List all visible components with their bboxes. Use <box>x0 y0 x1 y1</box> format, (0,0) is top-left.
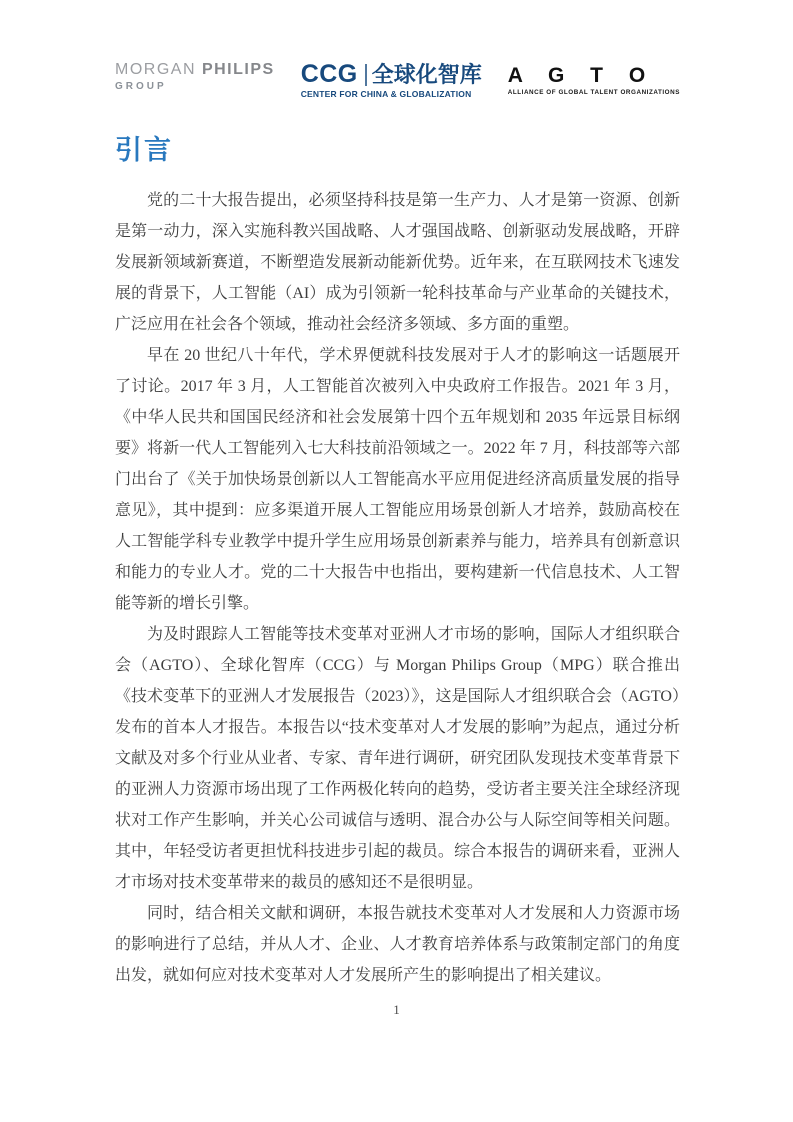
mpg-logo-group-text: GROUP <box>115 81 167 92</box>
section-heading-introduction: 引言 <box>115 135 173 165</box>
morgan-philips-group-logo <box>115 62 275 92</box>
ccg-logo-divider <box>365 64 367 86</box>
ccg-logo-tagline: CENTER FOR CHINA & GLOBALIZATION <box>300 89 472 99</box>
agto-logo-letters: A G T O <box>507 64 656 87</box>
ccg-logo-chinese-name: 全球化智库 <box>371 61 482 87</box>
paragraph-2: 早在 20 世纪八十年代，学术界便就科技发展对于人才的影响这一话题展开了讨论。2017 年 3 月，人工智能首次被列入中央政府工作报告。2021 年 3 月，《中华人民共和国国民经济和社会发展第十四个五年规划和 2035 年远景目标纲要》将新一代人工智能列入七大科技前沿领域之一。2022 年 7 月，科技部等六部门出台了《关于加快场景创新以人工智能高水平应用促进经济高质量发展的指导意见》，其中提到：应多渠道开展人工智能应用场景创新人才培养，鼓励高校在人工智能学科专业教学中提升学生应用场景创新素养与能力，培养具有创新意识和能力的专业人才。党的二十大报告中也指出，要构建新一代信息技术、人工智能等新的增长引擎。 <box>115 347 680 613</box>
paragraph-1: 党的二十大报告提出，必须坚持科技是第一生产力、人才是第一资源、创新是第一动力，深入实施科教兴国战略、人才强国战略、创新驱动发展战略，开辟发展新领域新赛道，不断塑造发展新动能新优势。近年来，在互联网技术飞速发展的背景下，人工智能（AI）成为引领新一轮科技革命与产业革命的关键技术，广泛应用在社会各个领域，推动社会经济多领域、多方面的重塑。 <box>115 192 680 334</box>
ccg-logo-wordmark <box>301 62 482 87</box>
page-number: 1 <box>393 1002 400 1017</box>
mpg-logo-wordmark <box>115 62 275 78</box>
agto-logo <box>508 62 680 96</box>
paragraph-3: 为及时跟踪人工智能等技术变革对亚洲人才市场的影响，国际人才组织联合会（AGTO）、全球化智库（CCG）与 Morgan Philips Group（MPG）联合推出《技术变革下的亚洲人才发展报告（2023）》，这是国际人才组织联合会（AGTO）发布的首本人才报告。本报告以“技术变革对人才发展的影响”为起点，通过分析文献及对多个行业从业者、专家、青年进行调研，研究团队发现技术变革背景下的亚洲人力资源市场出现了工作两极化转向的趋势，受访者主要关注全球经济现状对工作产生影响，并关心公司诚信与透明、混合办公与人际空间等相关问题。其中，年轻受访者更担忧科技进步引起的裁员。综合本报告的调研来看，亚洲人才市场对技术变革带来的裁员的感知还不是很明显。 <box>115 626 680 892</box>
ccg-logo-acronym-text: CCG <box>300 60 358 88</box>
mpg-logo-morgan-text: MORGAN <box>115 61 196 78</box>
logo-header <box>115 0 680 106</box>
mpg-logo-philips-text: PHILIPS <box>201 61 275 78</box>
ccg-logo <box>301 62 482 99</box>
paragraph-4: 同时，结合相关文献和调研，本报告就技术变革对人才发展和人力资源市场的影响进行了总结，并从人才、企业、人才教育培养体系与政策制定部门的角度出发，就如何应对技术变革对人才发展所产生的影响提出了相关建议。 <box>115 905 680 985</box>
agto-logo-tagline: ALLIANCE OF GLOBAL TALENT ORGANIZATIONS <box>507 89 680 96</box>
body-text-block <box>115 185 680 991</box>
